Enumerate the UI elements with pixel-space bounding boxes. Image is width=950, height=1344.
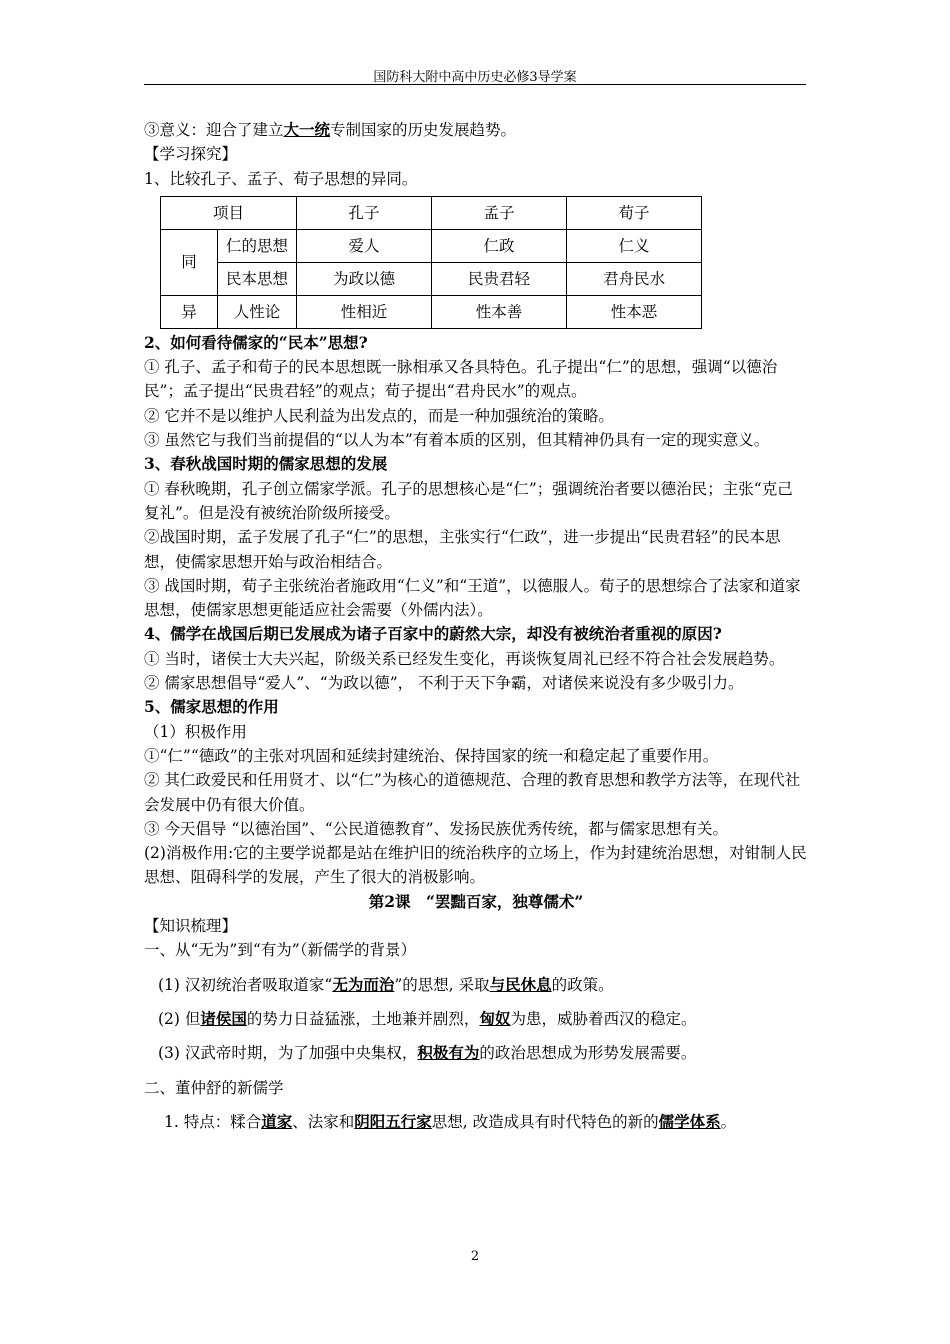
section-label: 【学习探究】 [144,145,238,164]
table-cell: 性本恶 [567,295,702,328]
table-cell: 民贵君轻 [432,262,567,295]
table-header-row [161,196,702,229]
list-item [144,1041,808,1065]
table-header-cell: 孟子 [432,196,567,229]
keyword: 儒学体系 [658,1111,721,1131]
keyword: 阴阳五行家 [354,1111,432,1131]
paragraph: ①“仁”“德政”的主张对巩固和延续封建统治、保持国家的统一和稳定起了重要作用。 [144,746,719,765]
spacer [144,997,808,1007]
table-cell: 为政以德 [297,262,432,295]
table-cell: 仁的思想 [218,229,297,262]
list-item [144,1007,808,1031]
text: (1) 汉初统治者吸取道家“ [158,975,333,994]
page-header: 国防科大附中高中历史必修3导学案 [373,70,577,85]
heading-2: 二、董仲舒的新儒学 [144,1078,284,1097]
text: (2) 但 [158,1009,201,1028]
subheading: （1）积极作用 [144,722,247,741]
text: (3) 汉武帝时期，为了加强中央集权， [158,1044,418,1063]
question-2-title: 2、如何看待儒家的“民本”思想? [144,332,368,352]
table-header-cell: 项目 [161,196,297,229]
group-label-diff: 异 [161,295,218,328]
keyword: 积极有为 [417,1043,480,1063]
group-label-same: 同 [161,229,218,295]
question-4-title: 4、儒学在战国后期已发展成为诸子百家中的蔚然大宗，却没有被统治者重视的原因? [144,624,722,644]
table-cell: 民本思想 [218,262,297,295]
paragraph: ② 它并不是以维护人民利益为出发点的，而是一种加强统治的策略。 [144,406,614,425]
spacer [144,1031,808,1041]
meaning-line [144,118,808,142]
table-cell: 爱人 [297,229,432,262]
table-cell: 性本善 [432,295,567,328]
table-cell: 仁政 [432,229,567,262]
paragraph: ② 其仁政爱民和任用贤才、以“仁”为核心的道德规范、合理的教育思想和教学方法等，在现代社会发展中仍有很大价值。 [144,771,801,814]
question-5-title: 5、儒家思想的作用 [144,697,279,717]
comparison-table [160,196,702,329]
text: 为患，威胁着西汉的稳定。 [510,1009,697,1028]
paragraph: ③ 战国时期，荀子主张统治者施政用“仁义”和“王道”，以德服人。荀子的思想综合了法家和道家思想，使儒家思想更能适应社会需要（外儒内法）。 [144,576,801,620]
lesson-title: 第2课 “罢黜百家，独尊儒术” [368,891,584,911]
paragraph: ① 春秋晚期，孔子创立儒家学派。孔子的思想核心是“仁”；强调统治者要以德治民；主张“克己复礼”。但是没有被统治阶级所接受。 [144,479,793,522]
text: 1. 特点：糅合 [164,1112,262,1131]
table-cell: 性相近 [297,295,432,328]
paragraph: ① 当时，诸侯士大夫兴起，阶级关系已经发生变化，再谈恢复周礼已经不符合社会发展趋势。 [144,649,785,668]
text: 思想, 改造成具有时代特色的新的 [431,1112,659,1131]
keyword: 大一统 [283,120,331,139]
text: ③意义：迎合了建立 [144,121,284,139]
paragraph: ② 儒家思想倡导“爱人”、“为政以德”， 不利于天下争霸，对诸侯来说没有多少吸引力。 [144,674,744,693]
paragraph: ① 孔子、孟子和荀子的民本思想既一脉相承又各具特色。孔子提出“仁”的思想，强调“以德治民”；孟子提出“民贵君轻”的观点；荀子提出“君舟民水”的观点。 [144,358,778,401]
list-item [144,973,808,997]
text: 专制国家的历史发展趋势。 [330,121,517,139]
spacer [144,963,808,973]
table-header-cell: 孔子 [297,196,432,229]
paragraph: (2)消极作用:它的主要学说都是站在维护旧的统治秩序的立场上，作为封建统治思想，对钳制人民思想、阻碍科学的发展，产生了很大的消极影响。 [144,844,807,887]
header-rule [144,84,806,85]
question-3-title: 3、春秋战国时期的儒家思想的发展 [144,454,388,474]
table-row [161,295,702,328]
spacer [144,1066,808,1076]
text: 的政策。 [551,975,614,994]
text: 。 [720,1112,737,1131]
keyword: 道家 [261,1111,293,1131]
keyword: 匈奴 [479,1008,511,1028]
text: 的势力日益猛涨，土地兼并剧烈， [246,1009,480,1028]
keyword: 诸侯国 [200,1008,247,1028]
text: ”的思想, 采取 [394,975,490,994]
section-label: 【知识梳理】 [144,917,238,936]
text: 的政治思想成为形势发展需要。 [479,1044,697,1063]
table-cell: 仁义 [567,229,702,262]
table-cell: 君舟民水 [567,262,702,295]
table-header-cell: 荀子 [567,196,702,229]
paragraph: ③ 今天倡导 “以德治国”、“公民道德教育”、发扬民族优秀传统，都与儒家思想有关。 [144,819,729,838]
spacer [144,1100,808,1110]
page-body [144,118,808,1134]
list-item [144,1110,808,1134]
keyword: 与民休息 [489,974,552,994]
text: 、法家和 [292,1112,355,1131]
page-number: 2 [470,1249,480,1264]
table-row [161,262,702,295]
keyword: 无为而治 [332,974,395,994]
paragraph: ③ 虽然它与我们当前提倡的“以人为本”有着本质的区别，但其精神仍具有一定的现实意义。 [144,431,770,450]
paragraph: ②战国时期，孟子发展了孔子“仁”的思想，主张实行“仁政”，进一步提出“民贵君轻”的民本思想，使儒家思想开始与政治相结合。 [144,528,781,571]
question-1: 1、比较孔子、孟子、荀子思想的异同。 [144,169,418,188]
heading-1: 一、从“无为”到“有为”（新儒学的背景） [144,941,416,960]
table-cell: 人性论 [218,295,297,328]
table-row [161,229,702,262]
